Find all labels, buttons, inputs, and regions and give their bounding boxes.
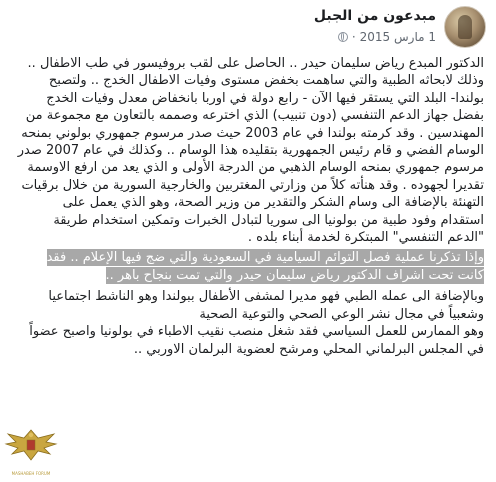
selected-text: وإذا تذكرنا عملية فصل التوائم السيامية في السعودية والتي ضج فيها الإعلام .. فقد كانت تحت اشراف الدكتور رياض سليمان حيدر والتي تمت بنجاح باهر ..	[46, 250, 484, 283]
watermark-label: MASHABEH FORUM	[11, 471, 51, 476]
watermark-logo	[2, 424, 60, 476]
meta-separator: ·	[351, 30, 356, 44]
page-name-link[interactable]: مبدعون من الجبل	[313, 8, 436, 24]
globe-icon[interactable]	[338, 32, 348, 42]
post-paragraph-1: الدكتور المبدع رياض سليمان حيدر .. الحاصل على لقب بروفيسور في طب الاطفال .. وذلك لابحاثه الطبية والتي ساهمت بخفض مستوى وفيات الاطفال الخدج .. ولتصبح بولندا- البلد التي يستقر فيها الآن - رابع دولة في اوربا بانخفاض معدل وفيات الخدج بفضل جهاز الدعم التنفسي (دون تنبيب) الذي اخترعه وصممه بالتعاون مع مجموعة من المهندسين . وقد كرمته بولندا في عام 2003 حيث صدر مرسوم جمهوري بولوني بمنحه الوسام الفضي و قام رئيس الجمهورية بتقليده هذا الوسام .. وكذلك في عام 2007 صدر مرسوم جمهوري بمنحه الوسام الذهبي من الدرجة الأولى و الذي يعد من ارفع الاوسمة تقديرا لجهوده . وقد هنأته كلاً من وزارتي المغتربين والخارجية السورية من خلال برقيات التهنئة بالإضافة الى وسام الشكر والتقدير من وزير الصحة، وهو الذي يعمل على استقدام وفود طبية من بولونيا الى سوريا لتبادل الخبرات وتمكين استخدام طريقة "الدعم التنفسي" المبتكرة لخدمة أبناء بلده .	[17, 56, 484, 246]
post-meta	[338, 30, 436, 44]
post-date[interactable]: 1 مارس 2015	[359, 30, 436, 44]
post-body	[16, 55, 484, 358]
avatar-figure	[458, 15, 472, 39]
post-header	[10, 6, 486, 50]
eagle-emblem-icon	[2, 424, 60, 468]
page-avatar[interactable]	[444, 6, 486, 48]
highlighted-paragraph	[16, 249, 484, 284]
post-paragraph-3: وبالإضافة الى عمله الطبي فهو مديرا لمشفى الأطفال ببولندا وهو الناشط اجتماعيا وشعبياً في مجال نشر الوعي الصحي والتوعية الصحية وهو الممارس للعمل السياسي فقد شغل منصب نقيب الاطباء في بولونيا واصبح عضواً في المجلس البرلماني المحلي ومرشح لعضوية البرلمان الاوربي ..	[29, 289, 484, 357]
